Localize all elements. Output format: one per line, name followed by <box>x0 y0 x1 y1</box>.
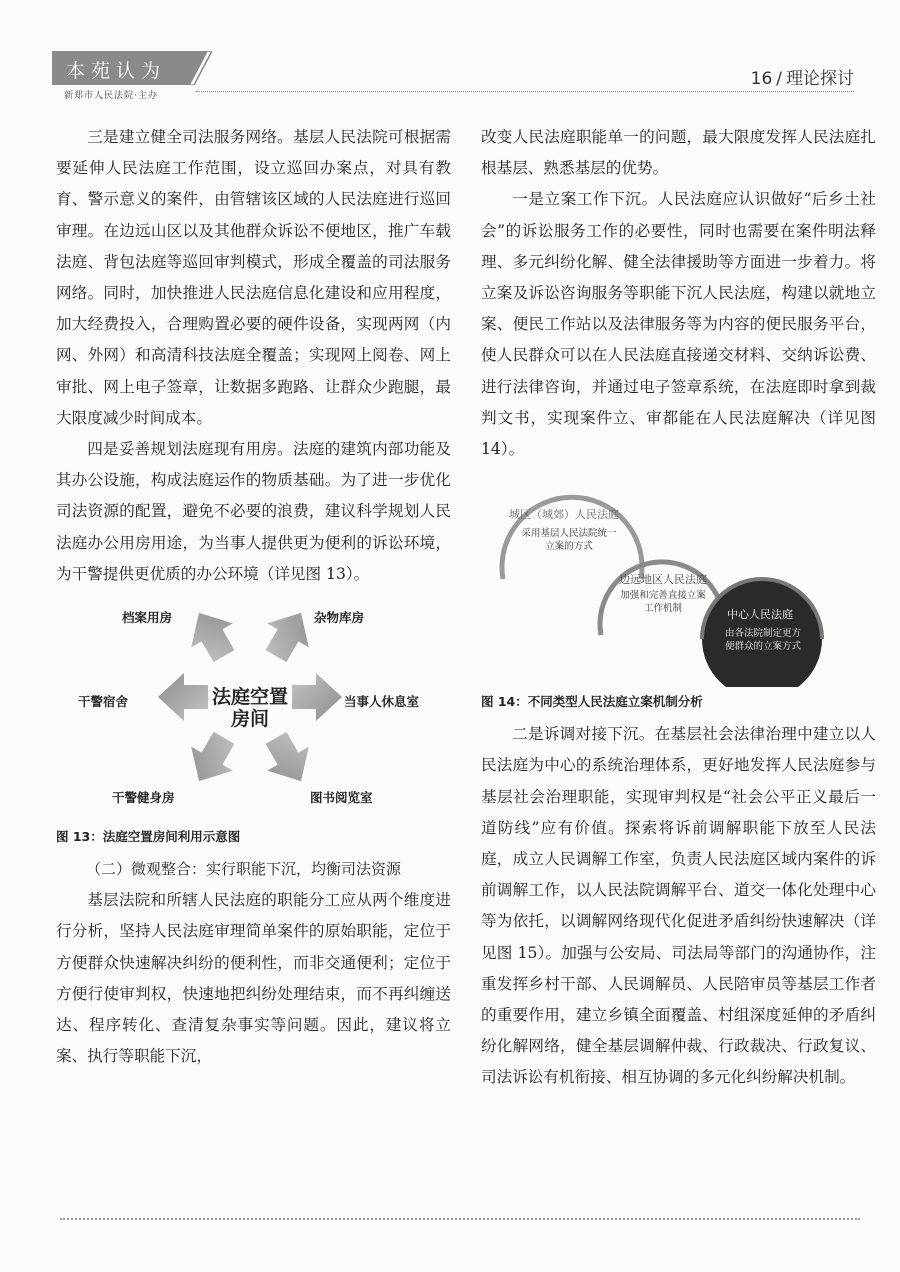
right-paragraph-3: 二是诉调对接下沉。在基层社会法律治理中建立以人民法庭为中心的系统治理体系，更好地发挥人民法庭参与基层社会治理职能，实现审判权是“社会公平正义最后一道防线”应有价值。探索将诉前调解职能下放至人民法庭，成立人民调解工作室，负责人民法庭区域内案件的诉前调解工作，以人民法院调解平台、道交一体化处理中心等为依托，以调解网络现代化促进矛盾纠纷快速解决（详见图 15）。加强与公安局、司法局等部门的沟通协作，注重发挥乡村干部、人民调解员、人民陪审员等基层工作者的重要作用，建立乡镇全面覆盖、村组深度延伸的矛盾纠纷化解网络，健全基层调解仲裁、行政裁决、行政复议、司法诉讼有机衔接、相互协调的多元化纠纷解决机制。 <box>481 725 876 1087</box>
fig14-circle2-sub: 加强和完善直接立案工作机制 <box>620 590 706 615</box>
left-paragraph-3: 基层法院和所辖人民法庭的职能分工应从两个维度进行分析，坚持人民法庭审理简单案件的原始职能，定位于方便群众快速解决纠纷的便利性，而非交通便利；定位于方便行使审判权，快速地把纠纷处理结束，而不再纠缠送达、程序转化、查清复杂事实等问题。因此，建议将立案、执行等职能下沉， <box>56 891 451 1066</box>
left-paragraph-1: 三是建立健全司法服务网络。基层人民法院可根据需要延伸人民法庭工作范围，设立巡回办案点，对具有教育、警示意义的案件，由管辖该区域的人民法庭进行巡回审理。在边远山区以及其他群众诉讼不便地区，推广车载法庭、背包法庭等巡回审判模式，形成全覆盖的司法服务网络。同时，加快推进人民法庭信息化建设和应用程度，加大经费投入，合理购置必要的硬件设备，实现两网（内网、外网）和高清科技法庭全覆盖；实现网上阅卷、网上审批、网上电子签章，让数据多跑路、让群众少跑腿，最大限度减少时间成本。 <box>56 128 451 427</box>
fig14-circle1-sub: 采用基层人民法院统一立案的方式 <box>521 528 617 553</box>
right-paragraph-2: 一是立案工作下沉。人民法庭应认识做好“后乡土社会”的诉讼服务工作的必要性，同时也需要在案件明法释理、多元纠纷化解、健全法律援助等方面进一步着力。将立案及诉讼咨询服务等职能下沉人民法庭，构建以就地立案、便民工作站以及法律服务等为内容的便民服务平台，使人民群众可以在人民法庭直接递交材料、交纳诉讼费、进行法律咨询，并通过电子签章系统，在法庭即时拿到裁判文书，实现案件立、审都能在人民法庭解决（详见图 14）。 <box>481 190 876 459</box>
right-column <box>481 122 876 1094</box>
fig14-circle1-title: 城区（城郊）人民法庭 <box>509 508 619 522</box>
arrow-left <box>158 673 208 721</box>
section-title: 理论探讨 <box>786 69 854 89</box>
figure-14-caption: 图 14：不同类型人民法庭立案机制分析 <box>481 694 703 710</box>
footer-rule <box>60 1218 860 1220</box>
left-paragraph-2: 四是妥善规划法庭现有用房。法庭的建筑内部功能及其办公设施，构成法庭运作的物质基础。为了进一步优化司法资源的配置，避免不必要的浪费，建议科学规划人民法庭办公用房用途，为当事人提供更为便利的诉讼环境，为干警提供更优质的办公环境（详见图 13）。 <box>56 440 451 583</box>
page-number: 16 <box>750 69 773 89</box>
fig14-circle3-sub: 由各法院制定更方便群众的立案方式 <box>724 628 801 653</box>
figure-14 <box>481 477 876 687</box>
header-page-section: 16 / 理论探讨 <box>750 69 854 89</box>
arrow-down-left <box>178 726 245 793</box>
arrow-up-left <box>178 601 245 668</box>
label-staff-dorm: 干警宿舍 <box>78 694 129 710</box>
label-staff-gym: 干警健身房 <box>112 790 175 806</box>
fig14-circle2-title: 边远地区人民法庭 <box>619 573 707 587</box>
header-title: 本苑认为 <box>66 60 167 82</box>
left-column <box>56 122 451 1072</box>
arrow-up-right <box>255 601 322 668</box>
label-party-lounge: 当事人休息室 <box>344 694 420 710</box>
label-storage-room: 杂物库房 <box>314 610 365 626</box>
figure-13-center: 法庭空置房间 <box>211 686 288 731</box>
header-subtitle: 新郑市人民法院·主办 <box>64 91 158 101</box>
figure-13-caption: 图 13：法庭空置房间利用示意图 <box>56 829 241 845</box>
right-paragraph-1: 改变人民法庭职能单一的问题，最大限度发挥人民法庭扎根基层、熟悉基层的优势。 <box>481 128 876 178</box>
label-archive-room: 档案用房 <box>122 610 173 626</box>
arrow-right <box>292 673 342 721</box>
label-reading-room: 图书阅览室 <box>310 790 373 806</box>
fig14-circle3-title: 中心人民法庭 <box>727 608 793 622</box>
header-rule <box>196 91 854 92</box>
section-subheading: （二）微观整合：实行职能下沉，均衡司法资源 <box>86 860 402 879</box>
figure-13 <box>56 600 451 822</box>
